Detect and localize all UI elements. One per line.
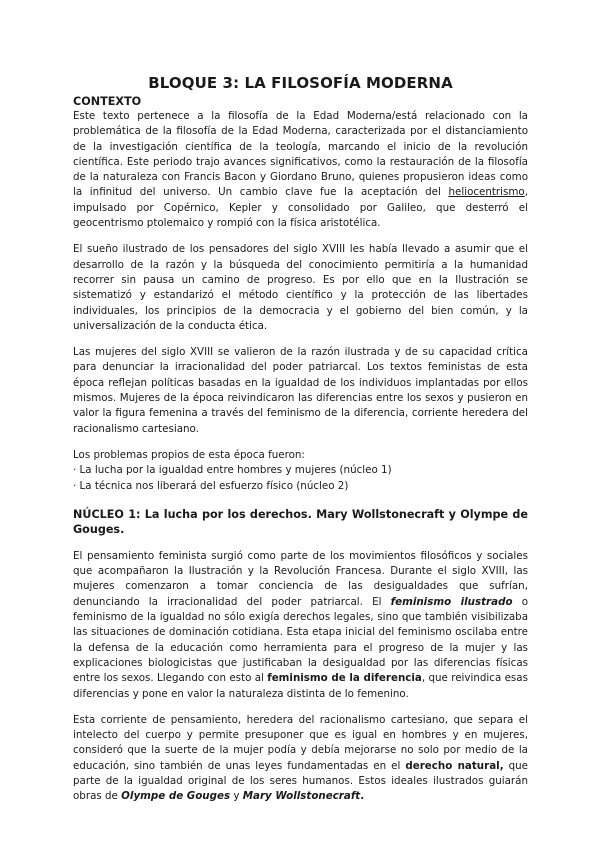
- text-run: El pensamiento feminista surgió como parte de los movimientos filosóficos y sociales que acompañaron la Ilustración y la Revolución Francesa. Durante el siglo XVIII, las mujeres comenzaron a tomar conciencia de las desigualdades que sufrían, denunciando la irracionalidad del poder patriarcal. El: [73, 549, 528, 608]
- paragraph-3: Las mujeres del siglo XVIII se valieron de la razón ilustrada y de su capacidad crítica para denunciar la irracionalidad del poder patriarcal. Los textos feministas de esta época reflejan políticas basadas en la igualdad de los individuos implantadas por ellos mismos. Mujeres de la época reivindicaron las diferencias entre los sexos y pusieron en valor la figura femenina a través del feminismo de la diferencia, corriente heredera del racionalismo cartesiano.: [73, 346, 528, 435]
- text-run: y: [230, 790, 243, 803]
- section-heading-contexto: CONTEXTO: [73, 95, 142, 108]
- emphasis-mary: Mary Wollstonecraft: [242, 790, 361, 803]
- text-run: o feminismo de la igualdad no sólo exigía derechos legales, sino que también visibilizaba las situaciones de dominación cotidiana. Esta etapa inicial del feminismo oscilaba entre la defensa de la educación como herramienta para el progreso de la mujer y las explicaciones biologicistas que justificaban la desigualdad por las diferencias físicas entre los sexos. Llegando con esto al: [73, 595, 528, 685]
- text-run: Este texto pertenece a la filosofía de la Edad Moderna/está relacionado con la problemática de la filosofía de la Edad Moderna, caracterizada por el distanciamiento de la investigación científica de la teología, marcando el inicio de la revolución científica. Este periodo trajo avances significativos, como la restauración de la filosofía de la naturaleza con Francis Bacon y Giordano Bruno, quienes propusieron ideas como la infinitud del universo. Un cambio clave fue la aceptación del: [73, 110, 528, 199]
- text-run: , que reivindica esas diferencias y pone en valor la naturaleza distinta de lo femenino.: [73, 672, 528, 700]
- text-run: , impulsado por Copérnico, Kepler y consolidado por Galileo, que desterró el geocentrismo ptolemaico y rompió con la física aristotélica.: [73, 186, 528, 230]
- list-item: · La técnica nos liberará del esfuerzo físico (núcleo 2): [73, 479, 349, 492]
- paragraph-1: [73, 109, 528, 231]
- document-title: BLOQUE 3: LA FILOSOFÍA MODERNA: [148, 74, 453, 92]
- paragraph-5: [73, 713, 528, 805]
- paragraph-2: El sueño ilustrado de los pensadores del siglo XVIII les había llevado a asumir que el desarrollo de la razón y la búsqueda del conocimiento permitiría a la humanidad recorrer sin pausa un camino de progreso. Es por ello que en la Ilustración se sistematizó y estandarizó el método científico y la protección de las libertades individuales, los principios de la democracia y el gobierno del bien común, y la universalización de la conducta ética.: [73, 243, 528, 332]
- emphasis-olympe: Olympe de Gouges: [121, 790, 231, 803]
- paragraph-4: [73, 549, 528, 702]
- text-run: Esta corriente de pensamiento, heredera del racionalismo cartesiano, que separa el intelecto del cuerpo y permite presuponer que es igual en hombres y en mujeres, consideró que la suerte de la mujer podía y debía mejorarse no solo por medio de la educación, sino también de unas leyes fundamentadas en el: [73, 713, 528, 772]
- problems-list: [73, 448, 528, 494]
- emphasis-derecho-natural: derecho natural,: [405, 759, 504, 772]
- document-page: [73, 74, 528, 816]
- emphasis-feminismo-ilustrado: feminismo ilustrado: [390, 595, 513, 608]
- emphasis-feminismo-diferencia: feminismo de la diferencia: [267, 672, 422, 685]
- problems-intro: Los problemas propios de esta época fueron:: [73, 448, 305, 461]
- text-run: .: [360, 790, 365, 803]
- text-run: que parte de la igualdad original de los seres humanos. Estos ideales ilustrados guiarán obras de: [73, 759, 529, 803]
- section-heading-nucleo-1: NÚCLEO 1: La lucha por los derechos. Mary Wollstonecraft y Olympe de Gouges.: [73, 507, 528, 537]
- list-item: · La lucha por la igualdad entre hombres y mujeres (núcleo 1): [73, 464, 392, 477]
- heliocentrismo-link[interactable]: heliocentrismo: [448, 186, 525, 199]
